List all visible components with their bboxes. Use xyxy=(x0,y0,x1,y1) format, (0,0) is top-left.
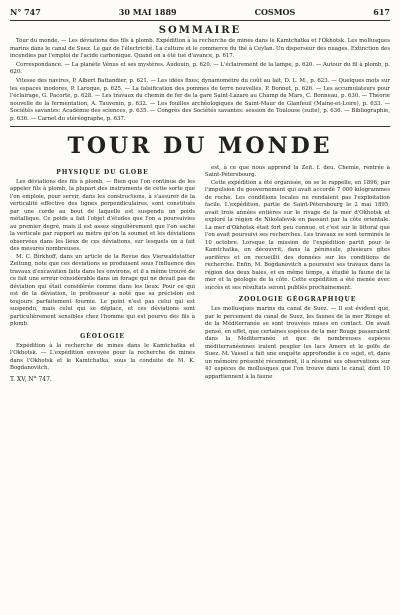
page-number: 617 xyxy=(373,7,390,17)
sommaire-rule xyxy=(10,126,390,127)
sommaire-title: SOMMAIRE xyxy=(158,25,242,36)
journal-name: COSMOS xyxy=(254,7,296,17)
sommaire-entry: Vitesse des navires, P. Albert Battandier, p. 621. — Les idées fixes; dynamomètre du coût au lait, D. L. M., p. 623. — Quelques mots sur les espaces inodores, P. Laroque, p. 625. — La falsification des pommes de terre nouvelles, P. Bonnet, p. 626. — Les accumulateurs pour l'éclairage, G. Pacorte, p. 628. — Les travaux du chemin de fer de la gare Saint-Lazare au Champ de Mars, C. Bonneau, p. 630. — Théorie nouvelle de la fermentation, A. Tauvenin, p. 632. — Les fouilles archéologiques de Saint-Maur de Glanfeuil (Maine-et-Loire), p. 633. — Sociétés savantes: Académie des sciences, p. 635. — Congrès des Sociétés savantes: session de Toulouse (suite), p. 636. — Bibliographie, p. 636. — Carnet du stéréographe, p. 637. xyxy=(10,77,390,122)
paragraph: Cette expédition a été organisée, on se le rappelle, en 1896, par l'impulsion du gouvernement qui avait accordé 7 000 kilogrammes de roche. Les conditions locales ne rendaient pas l'exploitation facile. L'expédition, partie de Saint-Pétersbourg le 2 mai 1895, avait trois années entières sur le rivage de la mer d'Okhotsk et exploré la région de Nikolaïevsk en passant par la côte orientale. La mer d'Okhotsk était fort peu connue, et c'est sur le littoral que l'on avait poursuivi ses recherches. Les travaux se sont terminés le 10 octobre. Lorsque la mission de l'expédition partit pour le Kamtchatka, on découvrit, dans la péninsule, plusieurs gîtes aurifères et on recueillit des données sur les conditions de recherche. Enfin, M. Bogdanovitch a poursuivi ses travaux dans la région des deux baies, et en même temps, a étudié la faune de la mer et la géologie de la côte. Cette expédition a été menée avec succès et ses résultats seront publiés prochainement. xyxy=(205,179,390,291)
header-rule xyxy=(10,20,390,21)
paragraph: M. C. Birkhoff, dans un article de la Revue des Vierwaldstatter Zeitung, note que ces déviations se produisent sous l'influence des travaux d'excavation faits dans les environs, et il a même trouvé de ce fait une erreur considérable dans un forage qui ne devait pas de déviation qui était considérée comme dans les lieux. Pour ce qui est de la déviation, le professeur a noté que sa précision est toujours parfaitement fournie. Le point n'est pas celui qui est suspendu, mais celui qui se déplace, et ces déviations sont particulièrement sensibles chez l'homme qui est pourvu des fils à plomb. xyxy=(10,253,195,328)
paragraph: Les mollusques marins du canal de Suez. — Il est évident que, par le percement du canal de Suez, les faunes de la mer Rouge et de la Méditerranée se sont trouvées mises en contact. On avait pensé, en effet, que certaines espèces de la mer Rouge passeraient dans la Méditerranée et que de nombreuses espèces méditerranéennes iraient peupler les lacs Amers et le golfe de Suez. M. Vassel a fait une enquête approfondie à ce sujet, et, dans un mémoire présenté récemment, il a résumé ses observations sur 41 espèces de mollusques que l'on trouve dans le canal, dont 10 appartiennent à la faune xyxy=(205,306,390,380)
paragraph: est, à ce que nous apprend la Zeit. f. deu. Chemie, rentrée à Saint-Pétersbourg. xyxy=(205,164,390,179)
left-column xyxy=(10,165,195,383)
right-column xyxy=(205,165,390,383)
section-heading: GÉOLOGIE xyxy=(80,332,125,340)
paragraph: Les déviations des fils à plomb. — Bien que l'on continue de les appeler fils à plomb, la plupart des instruments de cette sorte que l'on emploie, pour servir, dans les constructions, à s'assurer de la verticalité effective des lignes perpendiculaires, sont constitués par une corde au bout de laquelle est suspendu un poids métallique. Ce poids a fait l'objet d'études que l'on a poursuivies au premier degré, mais il est assez singulièrement que l'on sache la verticale par rapport au mètre qu'on la soumet et les déviations observées dans les lieux de ces déviations, sur lesquels on a fait des mesures nombreuses. xyxy=(10,178,195,253)
paragraph: Expédition à la recherche de mines dans le Kamtchatka et l'Okhotsk. — L'expédition envoyée pour la recherche de mines dans l'Okhotsk et le Kamtchatka, sous la conduite de M. K. Bogdanovitch, xyxy=(10,342,195,372)
issue-number: N° 747 xyxy=(10,7,41,17)
volume-footer: T. XV, N° 747. xyxy=(10,375,52,383)
section-heading: PHYSIQUE DU GLOBE xyxy=(56,168,149,176)
section-heading: ZOOLOGIE GÉOGRAPHIQUE xyxy=(238,296,357,304)
sommaire xyxy=(10,38,390,124)
sommaire-entry: Tour du monde. — Les déviations des fils à plomb. Expédition à la recherche de mines dans le Kamtchatka et l'Okhotsk. Les mollusques marins dans le canal de Suez. Le gaz de l'électricité. La culture et le commerce du thé à Ceylan. Un disperseur des nuages. Extinction des incendies par l'emploi de l'acide carbonique. Quand on a été tué d'avance, p. 617. xyxy=(10,38,390,60)
sommaire-entry: Correspondance. — La planète Vénus et ses mystères. Audouin, p. 620. — L'éclairement de la lampe, p. 620. — Autour du fil à plomb, p. 620. xyxy=(10,61,390,76)
page-header xyxy=(10,6,390,18)
main-title: TOUR DU MONDE xyxy=(67,132,333,159)
issue-date: 30 MAI 1889 xyxy=(118,7,177,17)
article-columns xyxy=(10,165,390,383)
